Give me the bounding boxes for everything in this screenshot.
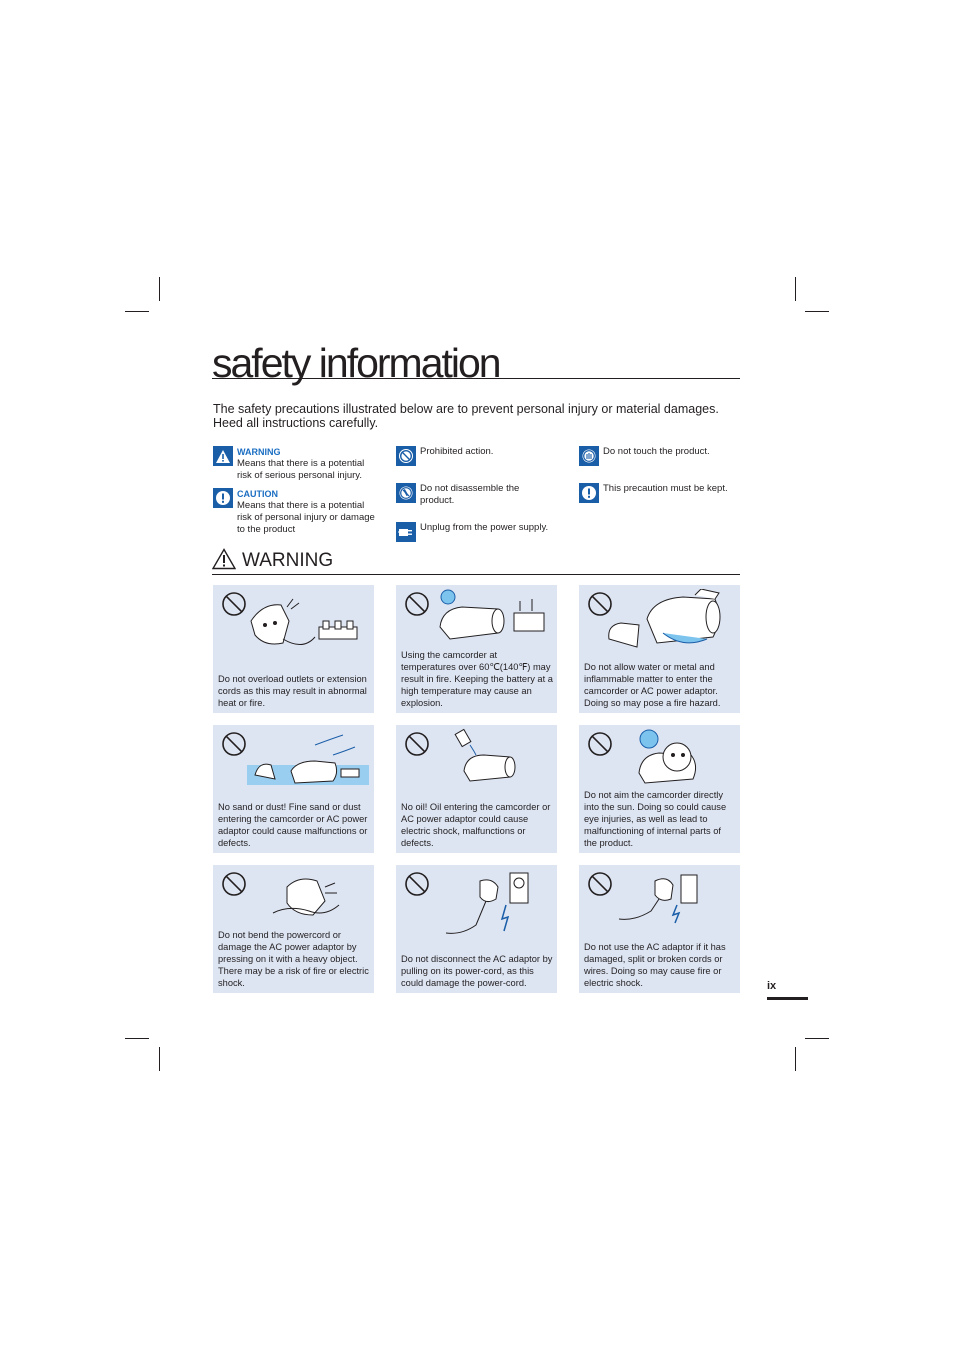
warning-triangle-icon [212, 548, 236, 570]
warning-card-oil [396, 725, 557, 853]
warning-card-text: Using the camcorder at temperatures over 60℃(140℉) may result in fire. Keeping the battery at a high temperature may cause an explosion. [401, 650, 553, 708]
prohibited-icon [404, 871, 430, 897]
crop-mark [795, 1047, 796, 1071]
page-title-block [212, 340, 740, 386]
crop-mark [795, 277, 796, 301]
warning-card-temperature [396, 585, 557, 713]
warning-card-overload [213, 585, 374, 713]
hot-camcorder-illustration [436, 587, 551, 643]
legend-warning-label: WARNING [237, 447, 281, 457]
prohibited-icon [587, 871, 613, 897]
sand-camcorder-illustration [245, 731, 371, 795]
warning-card-text: No oil! Oil entering the camcorder or AC power adaptor could cause electric shock, malfunctions or defects. [401, 802, 551, 848]
warning-card-bend-cord [213, 865, 374, 993]
legend-unplug-text: Unplug from the power supply. [420, 522, 549, 533]
crop-mark [125, 311, 149, 312]
bent-cord-illustration [269, 871, 349, 921]
warning-card-water-metal [579, 585, 740, 713]
must-keep-exclamation-icon [579, 483, 599, 503]
sun-camcorder-illustration [637, 727, 733, 785]
intro-text: The safety precautions illustrated below are to prevent personal injury or material damages. Heed all instructions carefully. [213, 402, 719, 430]
legend-no-touch-text: Do not touch the product. [603, 446, 710, 457]
no-disassemble-icon [396, 483, 416, 503]
prohibited-icon [404, 731, 430, 757]
crop-mark [125, 1038, 149, 1039]
damaged-cord-illustration [615, 871, 705, 925]
legend-no-disassemble-text: Do not disassemble the product. [420, 483, 520, 506]
warning-card-text: Do not allow water or metal and inflammable matter to enter the camcorder or AC power adaptor. Doing so may pose a fire hazard. [584, 662, 721, 708]
caution-exclamation-icon [213, 488, 233, 508]
legend-caution-desc: Means that there is a potential risk of personal injury or damage to the product [237, 500, 375, 535]
overloaded-outlet-illustration [243, 591, 363, 657]
warning-section-heading [212, 548, 740, 575]
crop-mark [159, 277, 160, 301]
prohibited-icon [221, 731, 247, 757]
warning-card-text: Do not disconnect the AC adaptor by pulling on its power-cord, as this could damage the power-cord. [401, 954, 553, 988]
oil-camcorder-illustration [452, 727, 552, 787]
warning-card-text: Do not use the AC adaptor if it has damaged, split or broken cords or wires. Doing so may cause fire or electric shock. [584, 942, 726, 988]
crop-mark [159, 1047, 160, 1071]
crop-mark [805, 311, 829, 312]
warning-card-text: No sand or dust! Fine sand or dust entering the camcorder or AC power adaptor could cause malfunctions or defects. [218, 802, 368, 848]
warning-card-sun [579, 725, 740, 853]
legend-must-keep-text: This precaution must be kept. [603, 483, 728, 494]
page-title: safety information [212, 340, 500, 386]
prohibited-icon [587, 731, 613, 757]
water-camcorder-illustration [603, 589, 733, 651]
prohibited-icon [404, 591, 430, 617]
no-touch-hand-icon [579, 446, 599, 466]
page-number: ix [767, 980, 777, 992]
crop-mark [805, 1038, 829, 1039]
warning-card-text: Do not overload outlets or extension cords as this may result in abnormal heat or fire. [218, 674, 367, 708]
legend-prohibited-text: Prohibited action. [420, 446, 494, 457]
legend-warning-desc: Means that there is a potential risk of serious personal injury. [237, 458, 365, 481]
pulling-cord-illustration [436, 869, 552, 939]
legend-caution-label: CAUTION [237, 489, 278, 499]
warning-card-sand [213, 725, 374, 853]
unplug-icon [396, 522, 416, 542]
page-number-bar [767, 997, 808, 1000]
warning-triangle-icon [213, 446, 233, 466]
prohibited-icon [396, 446, 416, 466]
warning-card-disconnect [396, 865, 557, 993]
warning-card-text: Do not bend the powercord or damage the AC power adaptor by pressing on it with a heavy object. There may be a risk of fire or electric shock. [218, 930, 369, 988]
prohibited-icon [221, 871, 247, 897]
warning-card-damaged-cord [579, 865, 740, 993]
warning-card-text: Do not aim the camcorder directly into the sun. Doing so could cause eye injuries, as well as lead to malfunctioning of internal parts of the product. [584, 790, 727, 848]
warning-heading-text: WARNING [242, 550, 334, 571]
